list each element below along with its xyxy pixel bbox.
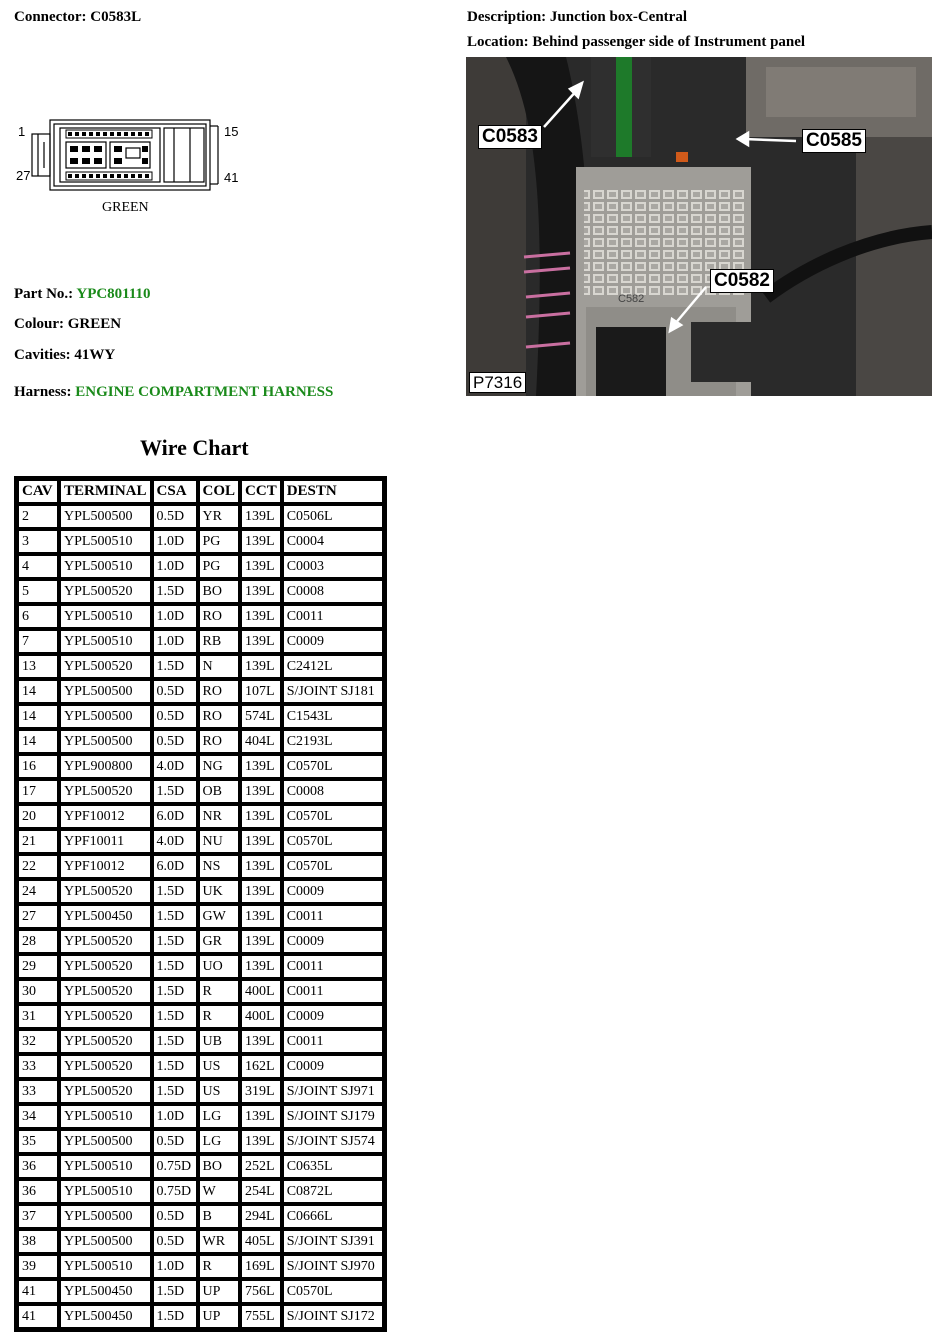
cell-cct: 294L — [241, 1205, 281, 1228]
cell-cct: 139L — [241, 830, 281, 853]
cell-cct: 319L — [241, 1080, 281, 1103]
table-row — [18, 580, 383, 603]
cell-csa: 1.5D — [153, 880, 197, 903]
cell-col: LG — [199, 1105, 240, 1128]
table-header-row — [18, 480, 383, 503]
table-row — [18, 605, 383, 628]
cell-terminal: YPL900800 — [60, 755, 151, 778]
cell-destn: C0003 — [283, 555, 383, 578]
cell-csa: 1.5D — [153, 1305, 197, 1328]
cell-csa: 1.5D — [153, 1080, 197, 1103]
table-row — [18, 905, 383, 928]
cell-csa: 1.0D — [153, 1105, 197, 1128]
cell-cct: 139L — [241, 1105, 281, 1128]
table-row — [18, 1105, 383, 1128]
cell-cct: 139L — [241, 605, 281, 628]
table-row — [18, 630, 383, 653]
table-row — [18, 930, 383, 953]
cell-cav: 7 — [18, 630, 58, 653]
cell-cav: 33 — [18, 1080, 58, 1103]
colour-label: Colour: GREEN — [14, 316, 122, 332]
cell-cav: 20 — [18, 805, 58, 828]
cell-csa: 4.0D — [153, 755, 197, 778]
cell-destn: C0009 — [283, 1005, 383, 1028]
table-row — [18, 1030, 383, 1053]
table-row — [18, 1005, 383, 1028]
cell-terminal: YPL500520 — [60, 880, 151, 903]
cell-cav: 6 — [18, 605, 58, 628]
cell-col: R — [199, 1005, 240, 1028]
cell-destn: S/JOINT SJ391 — [283, 1230, 383, 1253]
cell-destn: C0506L — [283, 505, 383, 528]
cell-destn: C0570L — [283, 805, 383, 828]
cell-col: LG — [199, 1130, 240, 1153]
connector-diagram — [14, 112, 244, 222]
table-row — [18, 1155, 383, 1178]
cell-csa: 0.5D — [153, 705, 197, 728]
wire-chart-table — [14, 476, 387, 1332]
table-row — [18, 1255, 383, 1278]
part-number-label: Part No.: — [14, 286, 74, 302]
column-header-cct: CCT — [241, 480, 281, 503]
cell-col: NR — [199, 805, 240, 828]
table-row — [18, 855, 383, 878]
cell-csa: 1.5D — [153, 1280, 197, 1303]
cell-cct: 139L — [241, 855, 281, 878]
cell-cav: 31 — [18, 1005, 58, 1028]
cell-terminal: YPL500520 — [60, 580, 151, 603]
cell-col: RO — [199, 680, 240, 703]
cell-cct: 139L — [241, 1030, 281, 1053]
cell-cav: 13 — [18, 655, 58, 678]
cell-destn: C0009 — [283, 630, 383, 653]
cell-cct: 400L — [241, 980, 281, 1003]
cell-cct: 139L — [241, 755, 281, 778]
table-row — [18, 1205, 383, 1228]
cell-destn: S/JOINT SJ970 — [283, 1255, 383, 1278]
cell-col: GR — [199, 930, 240, 953]
cell-cav: 27 — [18, 905, 58, 928]
cell-terminal: YPL500450 — [60, 1305, 151, 1328]
cell-cct: 139L — [241, 930, 281, 953]
cell-cav: 5 — [18, 580, 58, 603]
table-row — [18, 730, 383, 753]
cell-cav: 36 — [18, 1155, 58, 1178]
cell-col: BO — [199, 1155, 240, 1178]
cell-destn: C0011 — [283, 905, 383, 928]
cell-terminal: YPL500500 — [60, 1205, 151, 1228]
cell-terminal: YPL500520 — [60, 980, 151, 1003]
cell-csa: 1.5D — [153, 955, 197, 978]
cell-col: NU — [199, 830, 240, 853]
cell-cct: 139L — [241, 580, 281, 603]
cell-csa: 6.0D — [153, 805, 197, 828]
cell-cct: 162L — [241, 1055, 281, 1078]
cell-cav: 36 — [18, 1180, 58, 1203]
cell-terminal: YPL500510 — [60, 1180, 151, 1203]
table-row — [18, 1280, 383, 1303]
cell-destn: C0008 — [283, 580, 383, 603]
table-row — [18, 705, 383, 728]
cell-terminal: YPL500520 — [60, 655, 151, 678]
cell-cav: 38 — [18, 1230, 58, 1253]
cell-csa: 0.5D — [153, 505, 197, 528]
photo-image — [466, 57, 932, 396]
cell-csa: 1.5D — [153, 580, 197, 603]
connector-outline — [14, 112, 244, 202]
cell-terminal: YPL500510 — [60, 530, 151, 553]
cell-col: UB — [199, 1030, 240, 1053]
cell-col: R — [199, 1255, 240, 1278]
table-row — [18, 1305, 383, 1328]
cell-csa: 0.5D — [153, 1130, 197, 1153]
cell-csa: 1.0D — [153, 530, 197, 553]
cell-csa: 1.0D — [153, 605, 197, 628]
table-row — [18, 1180, 383, 1203]
cell-csa: 0.5D — [153, 1230, 197, 1253]
table-row — [18, 1130, 383, 1153]
cell-col: UP — [199, 1280, 240, 1303]
cell-col: BO — [199, 580, 240, 603]
wire-chart-body — [18, 505, 383, 1328]
cell-terminal: YPL500450 — [60, 1280, 151, 1303]
cell-csa: 6.0D — [153, 855, 197, 878]
wire-chart-title: Wire Chart — [140, 435, 249, 460]
column-header-destn: DESTN — [283, 480, 383, 503]
cell-col: PG — [199, 555, 240, 578]
table-row — [18, 680, 383, 703]
cell-csa: 1.0D — [153, 555, 197, 578]
cell-csa: 4.0D — [153, 830, 197, 853]
table-row — [18, 805, 383, 828]
table-row — [18, 830, 383, 853]
cell-destn: S/JOINT SJ971 — [283, 1080, 383, 1103]
cell-terminal: YPL500520 — [60, 1030, 151, 1053]
cell-terminal: YPL500510 — [60, 605, 151, 628]
cell-cct: 169L — [241, 1255, 281, 1278]
cell-csa: 0.5D — [153, 1205, 197, 1228]
cell-cct: 139L — [241, 655, 281, 678]
cell-col: RO — [199, 705, 240, 728]
cell-csa: 0.75D — [153, 1180, 197, 1203]
cell-cct: 139L — [241, 555, 281, 578]
cell-cav: 14 — [18, 680, 58, 703]
cell-destn: C2412L — [283, 655, 383, 678]
column-header-col: COL — [199, 480, 240, 503]
callout-c0583: C0583 — [478, 125, 542, 149]
pin-number-top-left: 1 — [18, 124, 26, 139]
photo-id: P7316 — [469, 372, 526, 393]
cell-destn: S/JOINT SJ574 — [283, 1130, 383, 1153]
cell-csa: 1.5D — [153, 980, 197, 1003]
cell-cav: 41 — [18, 1305, 58, 1328]
cell-cav: 4 — [18, 555, 58, 578]
cell-destn: S/JOINT SJ172 — [283, 1305, 383, 1328]
table-row — [18, 1055, 383, 1078]
cell-destn: C0570L — [283, 1280, 383, 1303]
cavities-label: Cavities: 41WY — [14, 347, 116, 363]
cell-cct: 400L — [241, 1005, 281, 1028]
column-header-cav: CAV — [18, 480, 58, 503]
cell-cav: 16 — [18, 755, 58, 778]
cell-cct: 252L — [241, 1155, 281, 1178]
harness-value: ENGINE COMPARTMENT HARNESS — [75, 384, 334, 400]
cell-cct: 404L — [241, 730, 281, 753]
cell-csa: 1.5D — [153, 1030, 197, 1053]
table-row — [18, 530, 383, 553]
cell-terminal: YPL500500 — [60, 1130, 151, 1153]
cell-destn: C0570L — [283, 755, 383, 778]
cell-cav: 14 — [18, 730, 58, 753]
cell-terminal: YPL500510 — [60, 630, 151, 653]
cell-col: PG — [199, 530, 240, 553]
cell-destn: C0635L — [283, 1155, 383, 1178]
pin-number-top-right: 15 — [224, 124, 239, 139]
cell-terminal: YPL500510 — [60, 1155, 151, 1178]
cell-cav: 34 — [18, 1105, 58, 1128]
cell-destn: C0011 — [283, 980, 383, 1003]
cell-col: OB — [199, 780, 240, 803]
pin-number-bottom-left: 27 — [16, 168, 31, 183]
cell-cct: 756L — [241, 1280, 281, 1303]
cell-destn: C2193L — [283, 730, 383, 753]
connector-color-caption: GREEN — [102, 200, 149, 215]
cell-col: US — [199, 1080, 240, 1103]
cell-cav: 35 — [18, 1130, 58, 1153]
cell-cav: 37 — [18, 1205, 58, 1228]
table-row — [18, 780, 383, 803]
column-header-csa: CSA — [153, 480, 197, 503]
cell-col: UP — [199, 1305, 240, 1328]
cell-cct: 755L — [241, 1305, 281, 1328]
column-header-terminal: TERMINAL — [60, 480, 151, 503]
table-row — [18, 505, 383, 528]
table-row — [18, 880, 383, 903]
description-label: Description: Junction box-Central — [467, 9, 687, 25]
cell-terminal: YPF10012 — [60, 805, 151, 828]
cell-destn: C0570L — [283, 855, 383, 878]
table-row — [18, 980, 383, 1003]
cell-terminal: YPL500520 — [60, 1005, 151, 1028]
cell-col: RO — [199, 605, 240, 628]
cell-csa: 1.5D — [153, 1005, 197, 1028]
cell-terminal: YPF10012 — [60, 855, 151, 878]
cell-cct: 139L — [241, 905, 281, 928]
cell-cct: 139L — [241, 805, 281, 828]
cell-terminal: YPL500510 — [60, 1255, 151, 1278]
cell-terminal: YPL500520 — [60, 1055, 151, 1078]
table-row — [18, 955, 383, 978]
cell-csa: 1.5D — [153, 930, 197, 953]
fuse-box-label: C582 — [618, 293, 645, 305]
table-row — [18, 655, 383, 678]
cell-cct: 139L — [241, 505, 281, 528]
cell-col: UK — [199, 880, 240, 903]
cell-cav: 39 — [18, 1255, 58, 1278]
cell-col: UO — [199, 955, 240, 978]
cell-cct: 405L — [241, 1230, 281, 1253]
cell-csa: 1.5D — [153, 905, 197, 928]
pin-number-bottom-right: 41 — [224, 170, 239, 185]
cell-csa: 0.5D — [153, 730, 197, 753]
table-row — [18, 1080, 383, 1103]
cell-destn: C0004 — [283, 530, 383, 553]
callout-c0582: C0582 — [710, 269, 774, 293]
cell-destn: C0009 — [283, 880, 383, 903]
cell-terminal: YPL500500 — [60, 1230, 151, 1253]
cell-col: RB — [199, 630, 240, 653]
cell-cav: 30 — [18, 980, 58, 1003]
cell-cav: 41 — [18, 1280, 58, 1303]
cell-col: US — [199, 1055, 240, 1078]
cell-cav: 14 — [18, 705, 58, 728]
cell-terminal: YPL500520 — [60, 1080, 151, 1103]
cell-cav: 3 — [18, 530, 58, 553]
cell-terminal: YPL500520 — [60, 930, 151, 953]
cell-destn: S/JOINT SJ181 — [283, 680, 383, 703]
table-row — [18, 555, 383, 578]
cell-csa: 0.75D — [153, 1155, 197, 1178]
cell-terminal: YPL500500 — [60, 505, 151, 528]
cell-col: YR — [199, 505, 240, 528]
connector-label: Connector: C0583L — [14, 9, 142, 25]
cell-destn: C0009 — [283, 930, 383, 953]
cell-destn: C1543L — [283, 705, 383, 728]
cell-terminal: YPL500520 — [60, 780, 151, 803]
cell-col: B — [199, 1205, 240, 1228]
cell-cav: 24 — [18, 880, 58, 903]
cell-destn: C0011 — [283, 605, 383, 628]
cell-cav: 17 — [18, 780, 58, 803]
cell-cct: 139L — [241, 880, 281, 903]
cell-destn: C0872L — [283, 1180, 383, 1203]
cell-terminal: YPL500500 — [60, 705, 151, 728]
cell-cct: 139L — [241, 780, 281, 803]
part-number — [14, 286, 151, 303]
cell-col: N — [199, 655, 240, 678]
table-row — [18, 755, 383, 778]
cell-cav: 21 — [18, 830, 58, 853]
cell-cct: 107L — [241, 680, 281, 703]
cell-col: W — [199, 1180, 240, 1203]
cell-destn: C0009 — [283, 1055, 383, 1078]
cell-cav: 22 — [18, 855, 58, 878]
cell-destn: S/JOINT SJ179 — [283, 1105, 383, 1128]
cell-cct: 139L — [241, 1130, 281, 1153]
cell-col: WR — [199, 1230, 240, 1253]
cell-cav: 32 — [18, 1030, 58, 1053]
part-number-value: YPC801110 — [76, 286, 151, 302]
cell-cav: 33 — [18, 1055, 58, 1078]
cell-cct: 139L — [241, 530, 281, 553]
cell-destn: C0666L — [283, 1205, 383, 1228]
cell-col: RO — [199, 730, 240, 753]
cell-destn: C0008 — [283, 780, 383, 803]
cell-destn: C0011 — [283, 1030, 383, 1053]
table-row — [18, 1230, 383, 1253]
location-label: Location: Behind passenger side of Instrument panel — [467, 34, 806, 50]
cell-destn: C0570L — [283, 830, 383, 853]
harness — [14, 384, 333, 401]
cell-terminal: YPL500510 — [60, 555, 151, 578]
location-photo — [466, 57, 932, 396]
cell-cct: 254L — [241, 1180, 281, 1203]
cell-cav: 28 — [18, 930, 58, 953]
cell-cav: 29 — [18, 955, 58, 978]
cell-csa: 0.5D — [153, 680, 197, 703]
cell-terminal: YPL500500 — [60, 730, 151, 753]
cell-cct: 139L — [241, 630, 281, 653]
callout-c0585: C0585 — [802, 129, 866, 153]
cell-col: GW — [199, 905, 240, 928]
cell-csa: 1.0D — [153, 630, 197, 653]
cell-col: R — [199, 980, 240, 1003]
harness-label: Harness: — [14, 384, 72, 400]
cell-cav: 2 — [18, 505, 58, 528]
cell-terminal: YPL500510 — [60, 1105, 151, 1128]
cell-terminal: YPF10011 — [60, 830, 151, 853]
cell-terminal: YPL500520 — [60, 955, 151, 978]
cell-col: NG — [199, 755, 240, 778]
cell-destn: C0011 — [283, 955, 383, 978]
cell-cct: 139L — [241, 955, 281, 978]
cell-csa: 1.5D — [153, 1055, 197, 1078]
cell-csa: 1.5D — [153, 655, 197, 678]
cell-col: NS — [199, 855, 240, 878]
cell-csa: 1.5D — [153, 780, 197, 803]
cell-csa: 1.0D — [153, 1255, 197, 1278]
cell-cct: 574L — [241, 705, 281, 728]
cell-terminal: YPL500450 — [60, 905, 151, 928]
cell-terminal: YPL500500 — [60, 680, 151, 703]
